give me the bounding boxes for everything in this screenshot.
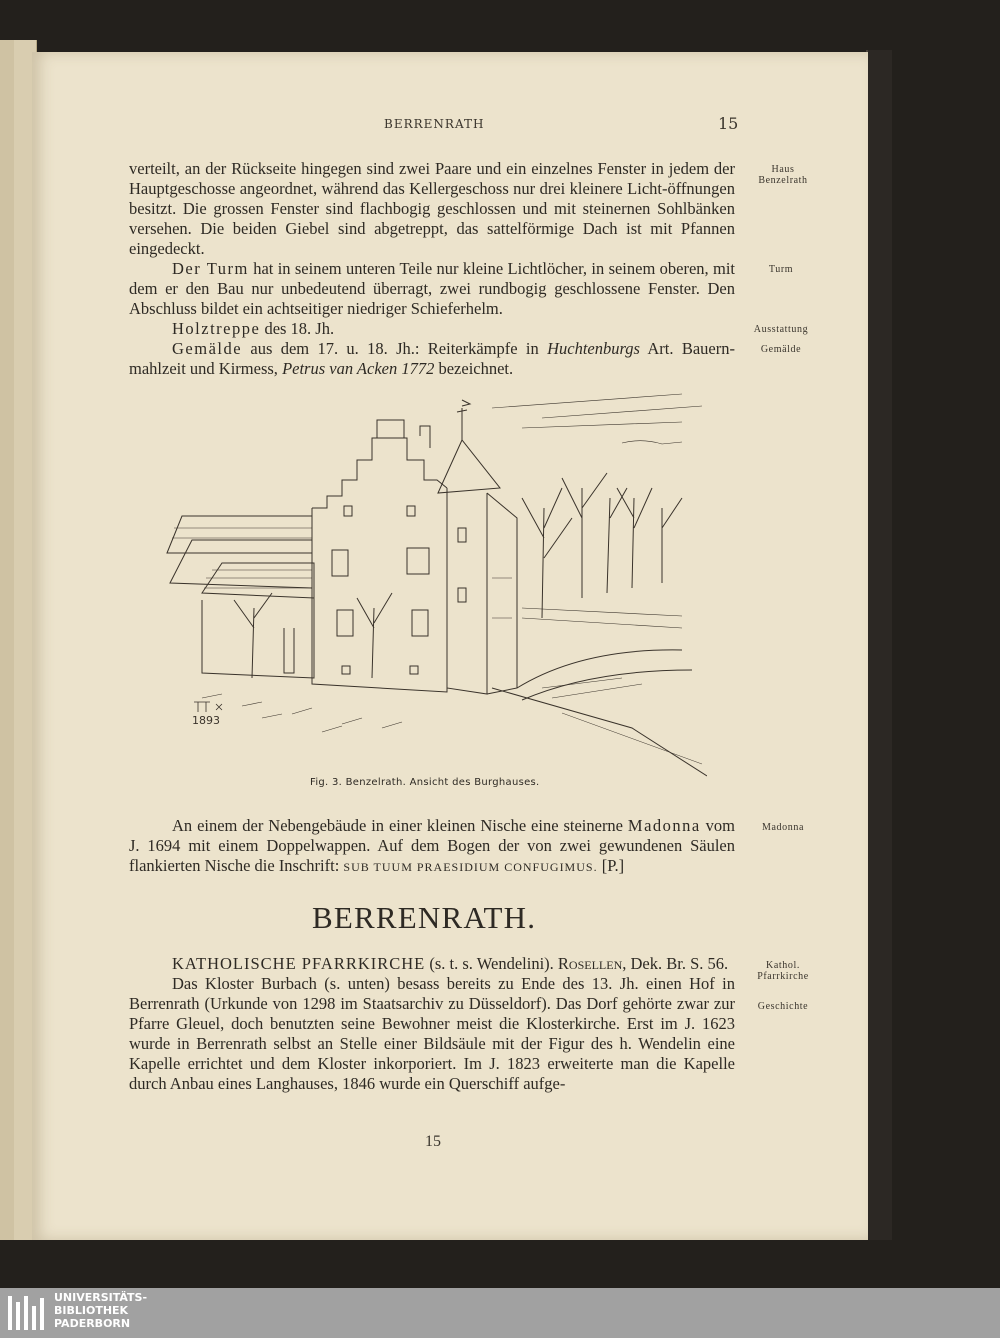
running-title: BERRENRATH [384, 117, 485, 131]
paragraph-holztreppe: Holztreppe des 18. Jh. [172, 319, 335, 338]
library-banner [0, 1288, 1000, 1338]
library-logo-icon [6, 1294, 46, 1332]
paragraph-geschichte: Das Kloster Burbach (s. unten) besass bereits zu Ende des 13. Jh. einen Hof in Berrenrath (Urkunde von 1298 im Staatsarchiv zu Düsseldorf). Das Dorf gehörte zwar zur Pfarre Gleuel, doch benutzten seine Bewohner meist die Klosterkirche. Erst im J. 1623 wurde in Berrenrath selbst an Stelle einer Bildsäule mit der Figur des h. Wendelin eine Kapelle errichtet und dem Kloster inkorporiert. Im J. 1823 erweiterte man die Kapelle durch Anbau eines Langhauses, 1846 wurde ein Querschiff aufge- [129, 974, 735, 1093]
paragraph-turm: Der Turm hat in seinem unteren Teile nur kleine Lichtlöcher, in seinem oberen, mit dem er den Bau nur unbedeutend überragt, zwei rundbogig geschlossene Fenster. Den Abschluss bildet ein achtseitiger niedriger Schieferhelm. [129, 259, 736, 318]
footer-page-number: 15 [425, 1133, 441, 1150]
margin-note-gemaelde: Gemälde [760, 344, 802, 355]
paragraph-rueckseite: verteilt, an der Rückseite hingegen sind zwei Paare und ein einzelnes Fenster in jedem der Hauptgeschosse angeordnet, während das Kellergeschoss nur drei kleinere Licht-öffnungen besitzt. Die grossen Fenster sind flachbogig geschlossen und mit steinernen Sohlbänken versehen. Die beiden Giebel sind abgetreppt, das sattelförmige Dach ist mit Pfannen eingedeckt. [129, 159, 735, 258]
section-heading: BERRENRATH. [312, 900, 537, 935]
figure-caption: Fig. 3. Benzelrath. Ansicht des Burghauses. [310, 777, 540, 788]
margin-note-madonna: Madonna [762, 822, 804, 833]
page-number: 15 [718, 114, 739, 133]
paragraph-madonna: An einem der Nebengebäude in einer kleinen Nische eine steinerne Madonna vom J. 1694 mit einem Doppelwappen. Auf dem Bogen der von zwei gewundenen Säulen flankierten Nische die Inschrift: SUB TUUM PRAESIDIUM CONFUGIMUS. [P.] [129, 816, 735, 875]
book-cover-edge [866, 50, 892, 1240]
left-page-edge-inner [0, 40, 14, 1240]
margin-note-ausstattung: Ausstattung [753, 324, 809, 335]
library-name: UNIVERSITÄTS- BIBLIOTHEK PADERBORN [54, 1291, 148, 1330]
margin-note-geschichte: Geschichte [757, 1001, 809, 1012]
margin-note-turm: Turm [768, 264, 794, 275]
paragraph-gemaelde: Gemälde aus dem 17. u. 18. Jh.: Reiterkämpfe in Huchtenburgs Art. Bauern-mahlzeit und Kirmess, Petrus van Acken 1772 bezeichnet. [129, 339, 735, 378]
body-text-madonna [129, 816, 735, 877]
burghaus-illustration [162, 388, 707, 778]
margin-note-haus: Haus Benzelrath [758, 164, 808, 186]
body-text-kirche [129, 954, 735, 1094]
paragraph-kirche-title: KATHOLISCHE PFARRKIRCHE (s. t. s. Wendelini). Rosellen, Dek. Br. S. 56. [172, 954, 729, 973]
illustration-signature: 1893 [192, 714, 220, 727]
margin-note-kathol-pfarrkirche: Kathol. Pfarrkirche [757, 960, 809, 982]
body-text-top [129, 159, 735, 379]
